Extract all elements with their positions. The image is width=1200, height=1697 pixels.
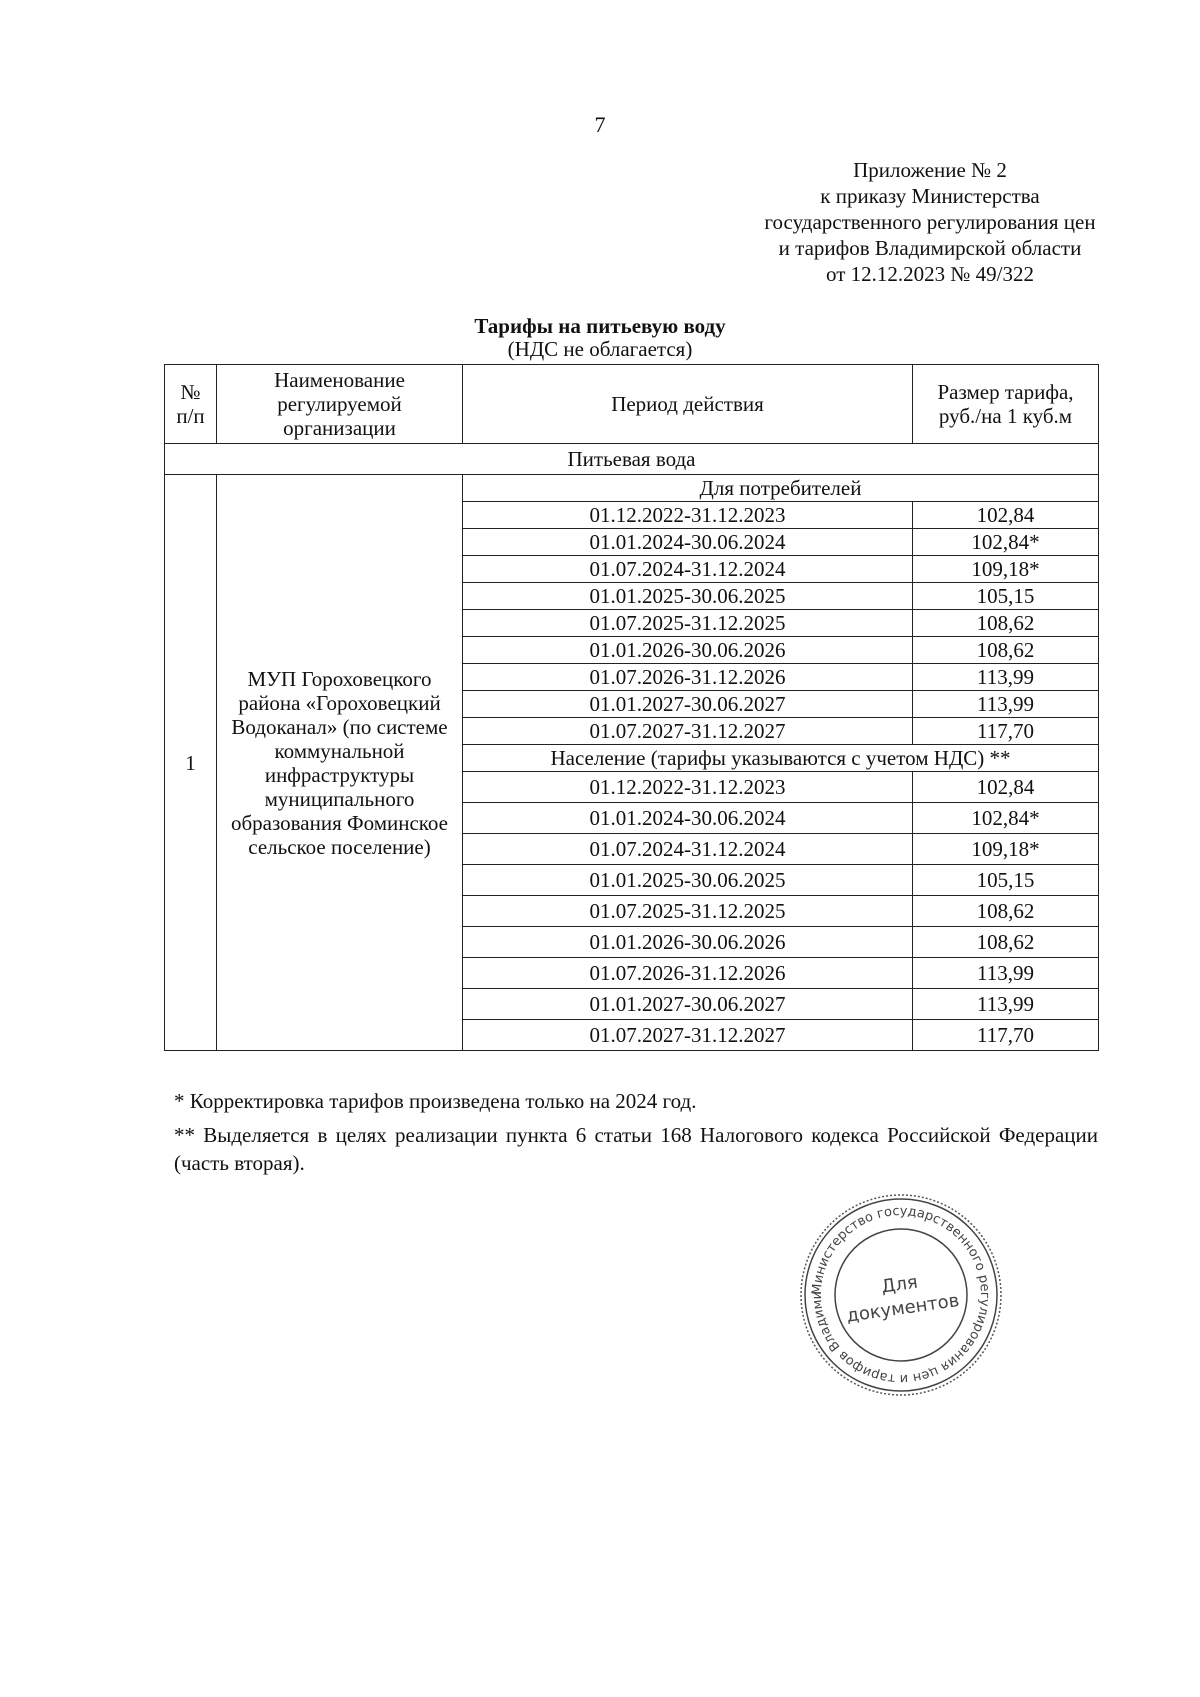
period-cell: 01.01.2025-30.06.2025 xyxy=(463,865,913,896)
tariff-cell: 117,70 xyxy=(913,1020,1099,1051)
stamp-center-text: документов xyxy=(845,1290,961,1327)
tariff-cell: 105,15 xyxy=(913,583,1099,610)
period-cell: 01.07.2026-31.12.2026 xyxy=(463,664,913,691)
tariff-cell: 102,84 xyxy=(913,772,1099,803)
stamp-center-text: Для xyxy=(880,1271,920,1298)
period-cell: 01.07.2024-31.12.2024 xyxy=(463,834,913,865)
page-number: 7 xyxy=(594,112,606,137)
group-label: Население (тарифы указываются с учетом НДС) ** xyxy=(463,745,1099,772)
period-cell: 01.07.2027-31.12.2027 xyxy=(463,1020,913,1051)
appendix-line: государственного регулирования цен xyxy=(764,210,1096,234)
tariff-cell: 102,84 xyxy=(913,502,1099,529)
tariff-cell: 108,62 xyxy=(913,927,1099,958)
period-cell: 01.12.2022-31.12.2023 xyxy=(463,502,913,529)
row-number: 1 xyxy=(165,475,217,1051)
tariff-cell: 105,15 xyxy=(913,865,1099,896)
period-cell: 01.01.2025-30.06.2025 xyxy=(463,583,913,610)
tariff-cell: 108,62 xyxy=(913,637,1099,664)
organization-name: МУП Гороховецкого района «Гороховецкий Водоканал» (по системе коммунальной инфраструктуры муниципального образования Фоминское сельское поселение) xyxy=(217,475,463,1051)
tariff-cell: 108,62 xyxy=(913,896,1099,927)
period-cell: 01.01.2024-30.06.2024 xyxy=(463,529,913,556)
tariff-cell: 102,84* xyxy=(913,529,1099,556)
section-row xyxy=(165,444,1099,475)
stamp-graphic xyxy=(796,1190,1006,1400)
appendix-header xyxy=(740,157,1120,287)
period-cell: 01.07.2027-31.12.2027 xyxy=(463,718,913,745)
group-label-row xyxy=(165,475,1099,502)
period-cell: 01.07.2026-31.12.2026 xyxy=(463,958,913,989)
group-label: Для потребителей xyxy=(463,475,1099,502)
appendix-line: от 12.12.2023 № 49/322 xyxy=(825,262,1035,286)
period-cell: 01.01.2026-30.06.2026 xyxy=(463,927,913,958)
appendix-line: и тарифов Владимирской области xyxy=(778,236,1082,260)
appendix-line: к приказу Министерства xyxy=(820,184,1040,208)
appendix-line: Приложение № 2 xyxy=(853,158,1007,182)
footnote-1: * Корректировка тарифов произведена только на 2024 год. xyxy=(174,1089,697,1113)
tariff-cell: 109,18* xyxy=(913,556,1099,583)
section-label: Питьевая вода xyxy=(165,444,1099,475)
period-cell: 01.07.2025-31.12.2025 xyxy=(463,896,913,927)
header-number: № п/п xyxy=(165,365,217,444)
period-cell: 01.07.2024-31.12.2024 xyxy=(463,556,913,583)
footnote-2: ** Выделяется в целях реализации пункта 6 статьи 168 Налогового кодекса Российской Федерации (часть вторая). xyxy=(174,1123,1098,1175)
period-cell: 01.07.2025-31.12.2025 xyxy=(463,610,913,637)
tariff-table xyxy=(164,364,1099,1051)
tariff-cell: 117,70 xyxy=(913,718,1099,745)
tariff-cell: 113,99 xyxy=(913,664,1099,691)
document-title: Тарифы на питьевую воду xyxy=(474,314,726,338)
period-cell: 01.01.2027-30.06.2027 xyxy=(463,691,913,718)
period-cell: 01.01.2026-30.06.2026 xyxy=(463,637,913,664)
period-cell: 01.12.2022-31.12.2023 xyxy=(463,772,913,803)
header-organization: Наименование регулируемой организации xyxy=(217,365,463,444)
header-tariff: Размер тарифа, руб./на 1 куб.м xyxy=(913,365,1099,444)
tariff-cell: 108,62 xyxy=(913,610,1099,637)
official-stamp xyxy=(796,1190,1006,1400)
period-cell: 01.01.2024-30.06.2024 xyxy=(463,803,913,834)
stamp-ring-text: Министерство государственного регулирования цен и тарифов Владими xyxy=(809,1203,993,1387)
header-period: Период действия xyxy=(463,365,913,444)
tariff-cell: 113,99 xyxy=(913,989,1099,1020)
table-header-row xyxy=(165,365,1099,444)
tariff-cell: 113,99 xyxy=(913,958,1099,989)
period-cell: 01.01.2027-30.06.2027 xyxy=(463,989,913,1020)
tariff-cell: 113,99 xyxy=(913,691,1099,718)
tariff-cell: 102,84* xyxy=(913,803,1099,834)
document-subtitle: (НДС не облагается) xyxy=(507,337,693,361)
tariff-cell: 109,18* xyxy=(913,834,1099,865)
